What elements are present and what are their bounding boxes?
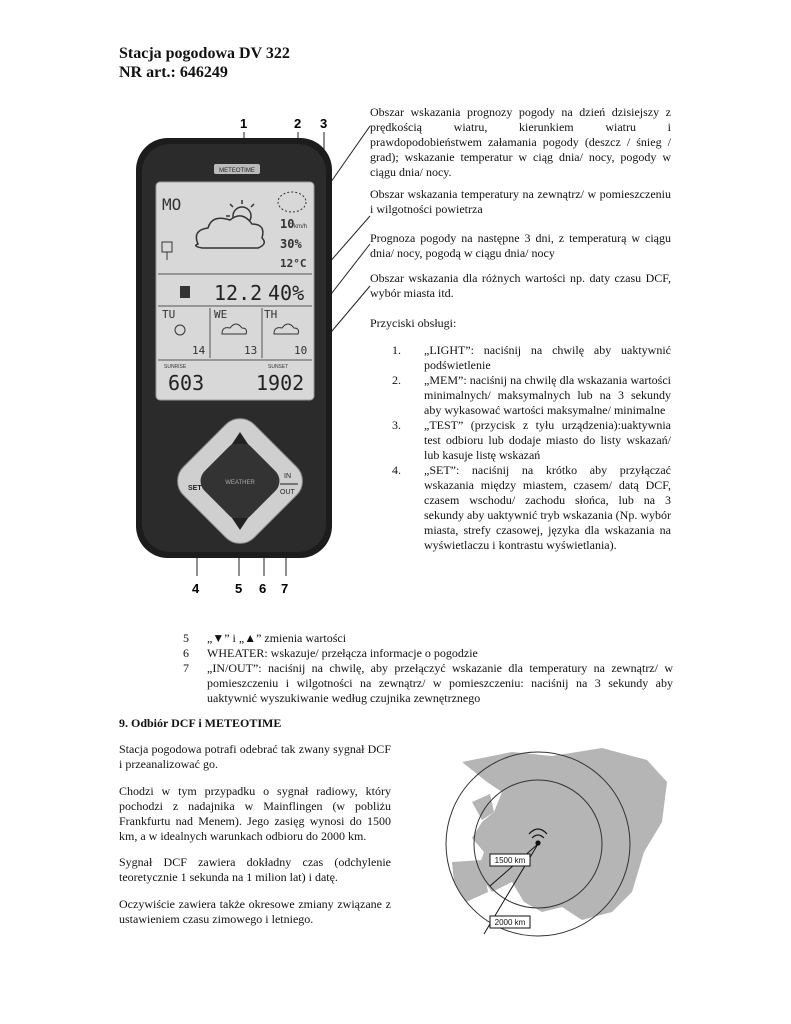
- section-paragraph-3: Sygnał DCF zawiera dokładny czas (odchylenie teoretycznie 1 sekunda na 1 milion lat) i datę.: [119, 855, 391, 884]
- forecast-day-2: WE: [214, 308, 228, 321]
- svg-text:IN: IN: [284, 473, 291, 480]
- list-item: 1. „LIGHT”: naciśnij na chwilę aby uaktywnić podświetlenie: [392, 343, 671, 372]
- callout-1: 1: [240, 116, 248, 131]
- list-item: 4. „SET”: naciśnij na krótko aby przyłączać wskazania między miastem, czasem/ datą DCF, czasem wschodu/ zachodu słońca, lub na 3 sekundy aby uaktywnić tryb wskazania (Np. wybór miasta, strefy czasowej, języka dla wskazania na wyświetlaczu i kontrastu wyświetlania).: [392, 463, 671, 552]
- section-paragraph-2: Chodzi w tym przypadku o sygnał radiowy, który pochodzi z nadajnika w Mainflingen (w pobliżu Frankfurtu nad Menem). Jego zasięg wynosi do 1500 km, a w idealnych warunkach odbioru do 2000 km.: [119, 784, 391, 843]
- weather-station-illustration: [118, 106, 373, 601]
- callout-3: 3: [320, 116, 328, 131]
- list-item: 5 „▼” i „▲” zmienia wartości: [183, 631, 347, 645]
- range-label-2000: 2000 km: [494, 918, 526, 927]
- forecast-temp-3: 10: [294, 344, 308, 357]
- callout-4: 4: [192, 581, 200, 596]
- battery-icon: [180, 286, 190, 298]
- controls-list: [370, 343, 671, 553]
- forecast-temp-2: 13: [244, 344, 258, 357]
- range-label-1500: 1500 km: [494, 856, 526, 865]
- lower-controls-list: [183, 631, 673, 706]
- forecast-day-3: TH: [264, 308, 278, 321]
- title-line-2: NR art.: 646249: [119, 64, 228, 81]
- lcd-humidity: 40%: [268, 281, 305, 305]
- lcd-day-label: MO: [162, 195, 182, 214]
- document-title: [119, 44, 290, 82]
- description-values-area: Obszar wskazania dla różnych wartości np. daty czasu DCF, wybór miasta itd.: [370, 271, 671, 300]
- callout-2: 2: [294, 116, 302, 131]
- list-item: 6 WHEATER: wskazuje/ przełącza informacje o pogodzie: [183, 646, 478, 660]
- lcd-temp-top: 12°C: [280, 257, 307, 270]
- set-button[interactable]: SET: [188, 485, 202, 492]
- svg-text:METEOTIME: METEOTIME: [219, 168, 255, 174]
- description-temperature-area: Obszar wskazania temperatury na zewnątrz/ w pomieszczeniu i wilgotności powietrza: [370, 187, 671, 216]
- sunrise-label: SUNRISE: [164, 364, 187, 370]
- list-item: 3. „TEST” (przycisk z tyłu urządzenia):uaktywnia test odbioru lub dodaje miasto do listy wskazań/ lub kasuje listę wskazań: [392, 418, 671, 462]
- list-item: 2. „MEM”: naciśnij na chwilę dla wskazania wartości minimalnych/ maksymalnych lub na 3 sekundy aby wykasować wartości maksymalne/ minimalne: [392, 373, 671, 417]
- svg-text:OUT: OUT: [280, 489, 295, 496]
- section-title: 9. Odbiór DCF i METEOTIME: [119, 716, 282, 730]
- lcd-wind-unit: km/h: [294, 224, 308, 230]
- lcd-main-temp: 12.2: [214, 281, 263, 305]
- lcd-sunset: 1902: [256, 371, 305, 395]
- description-3day-forecast: Prognoza pogody na następne 3 dni, z temperaturą w ciągu dnia/ nocy, pogodą w ciągu dnia/ nocy: [370, 231, 671, 260]
- lcd-wind-speed: 10: [280, 217, 295, 231]
- dcf-range-map: [432, 742, 677, 942]
- callout-7: 7: [281, 581, 289, 596]
- forecast-temp-1: 14: [192, 344, 206, 357]
- lcd-sunrise: 603: [168, 371, 205, 395]
- list-item: 7 „IN/OUT”: naciśnij na chwilę, aby przełączyć wskazanie dla temperatury na zewnątrz/ w pomieszczeniu i wilgotności na zewnątrz/ w pomieszczeniu: naciśnij na 3 sekundy aby uaktywnić wyszukiwanie według czujnika zewnętrznego: [183, 661, 673, 705]
- brand-logo: [214, 164, 260, 174]
- forecast-day-1: TU: [162, 308, 176, 321]
- section-paragraph-4: Oczywiście zawiera także okresowe zmiany związane z ustawieniem czasu zimowego i letniego.: [119, 897, 391, 926]
- callout-6: 6: [259, 581, 267, 596]
- sunset-label: SUNSET: [268, 364, 289, 370]
- description-forecast-area: Obszar wskazania prognozy pogody na dzień dzisiejszy z prędkością wiatru, kierunkiem wiatru i prawdopodobieństwem załamania pogody (deszcz / śnieg / grad); wskazanie temperatur w ciąg dnia/ nocy, pogody w ciągu dnia/ nocy.: [370, 105, 671, 179]
- title-line-1: Stacja pogodowa DV 322: [119, 45, 290, 62]
- section-paragraph-1: Stacja pogodowa potrafi odebrać tak zwany sygnał DCF i przeanalizować go.: [119, 742, 391, 771]
- controls-heading: Przyciski obsługi:: [370, 316, 457, 330]
- weather-button[interactable]: WEATHER: [225, 480, 255, 486]
- lcd-rain-prob: 30%: [280, 237, 302, 251]
- callout-5: 5: [235, 581, 243, 596]
